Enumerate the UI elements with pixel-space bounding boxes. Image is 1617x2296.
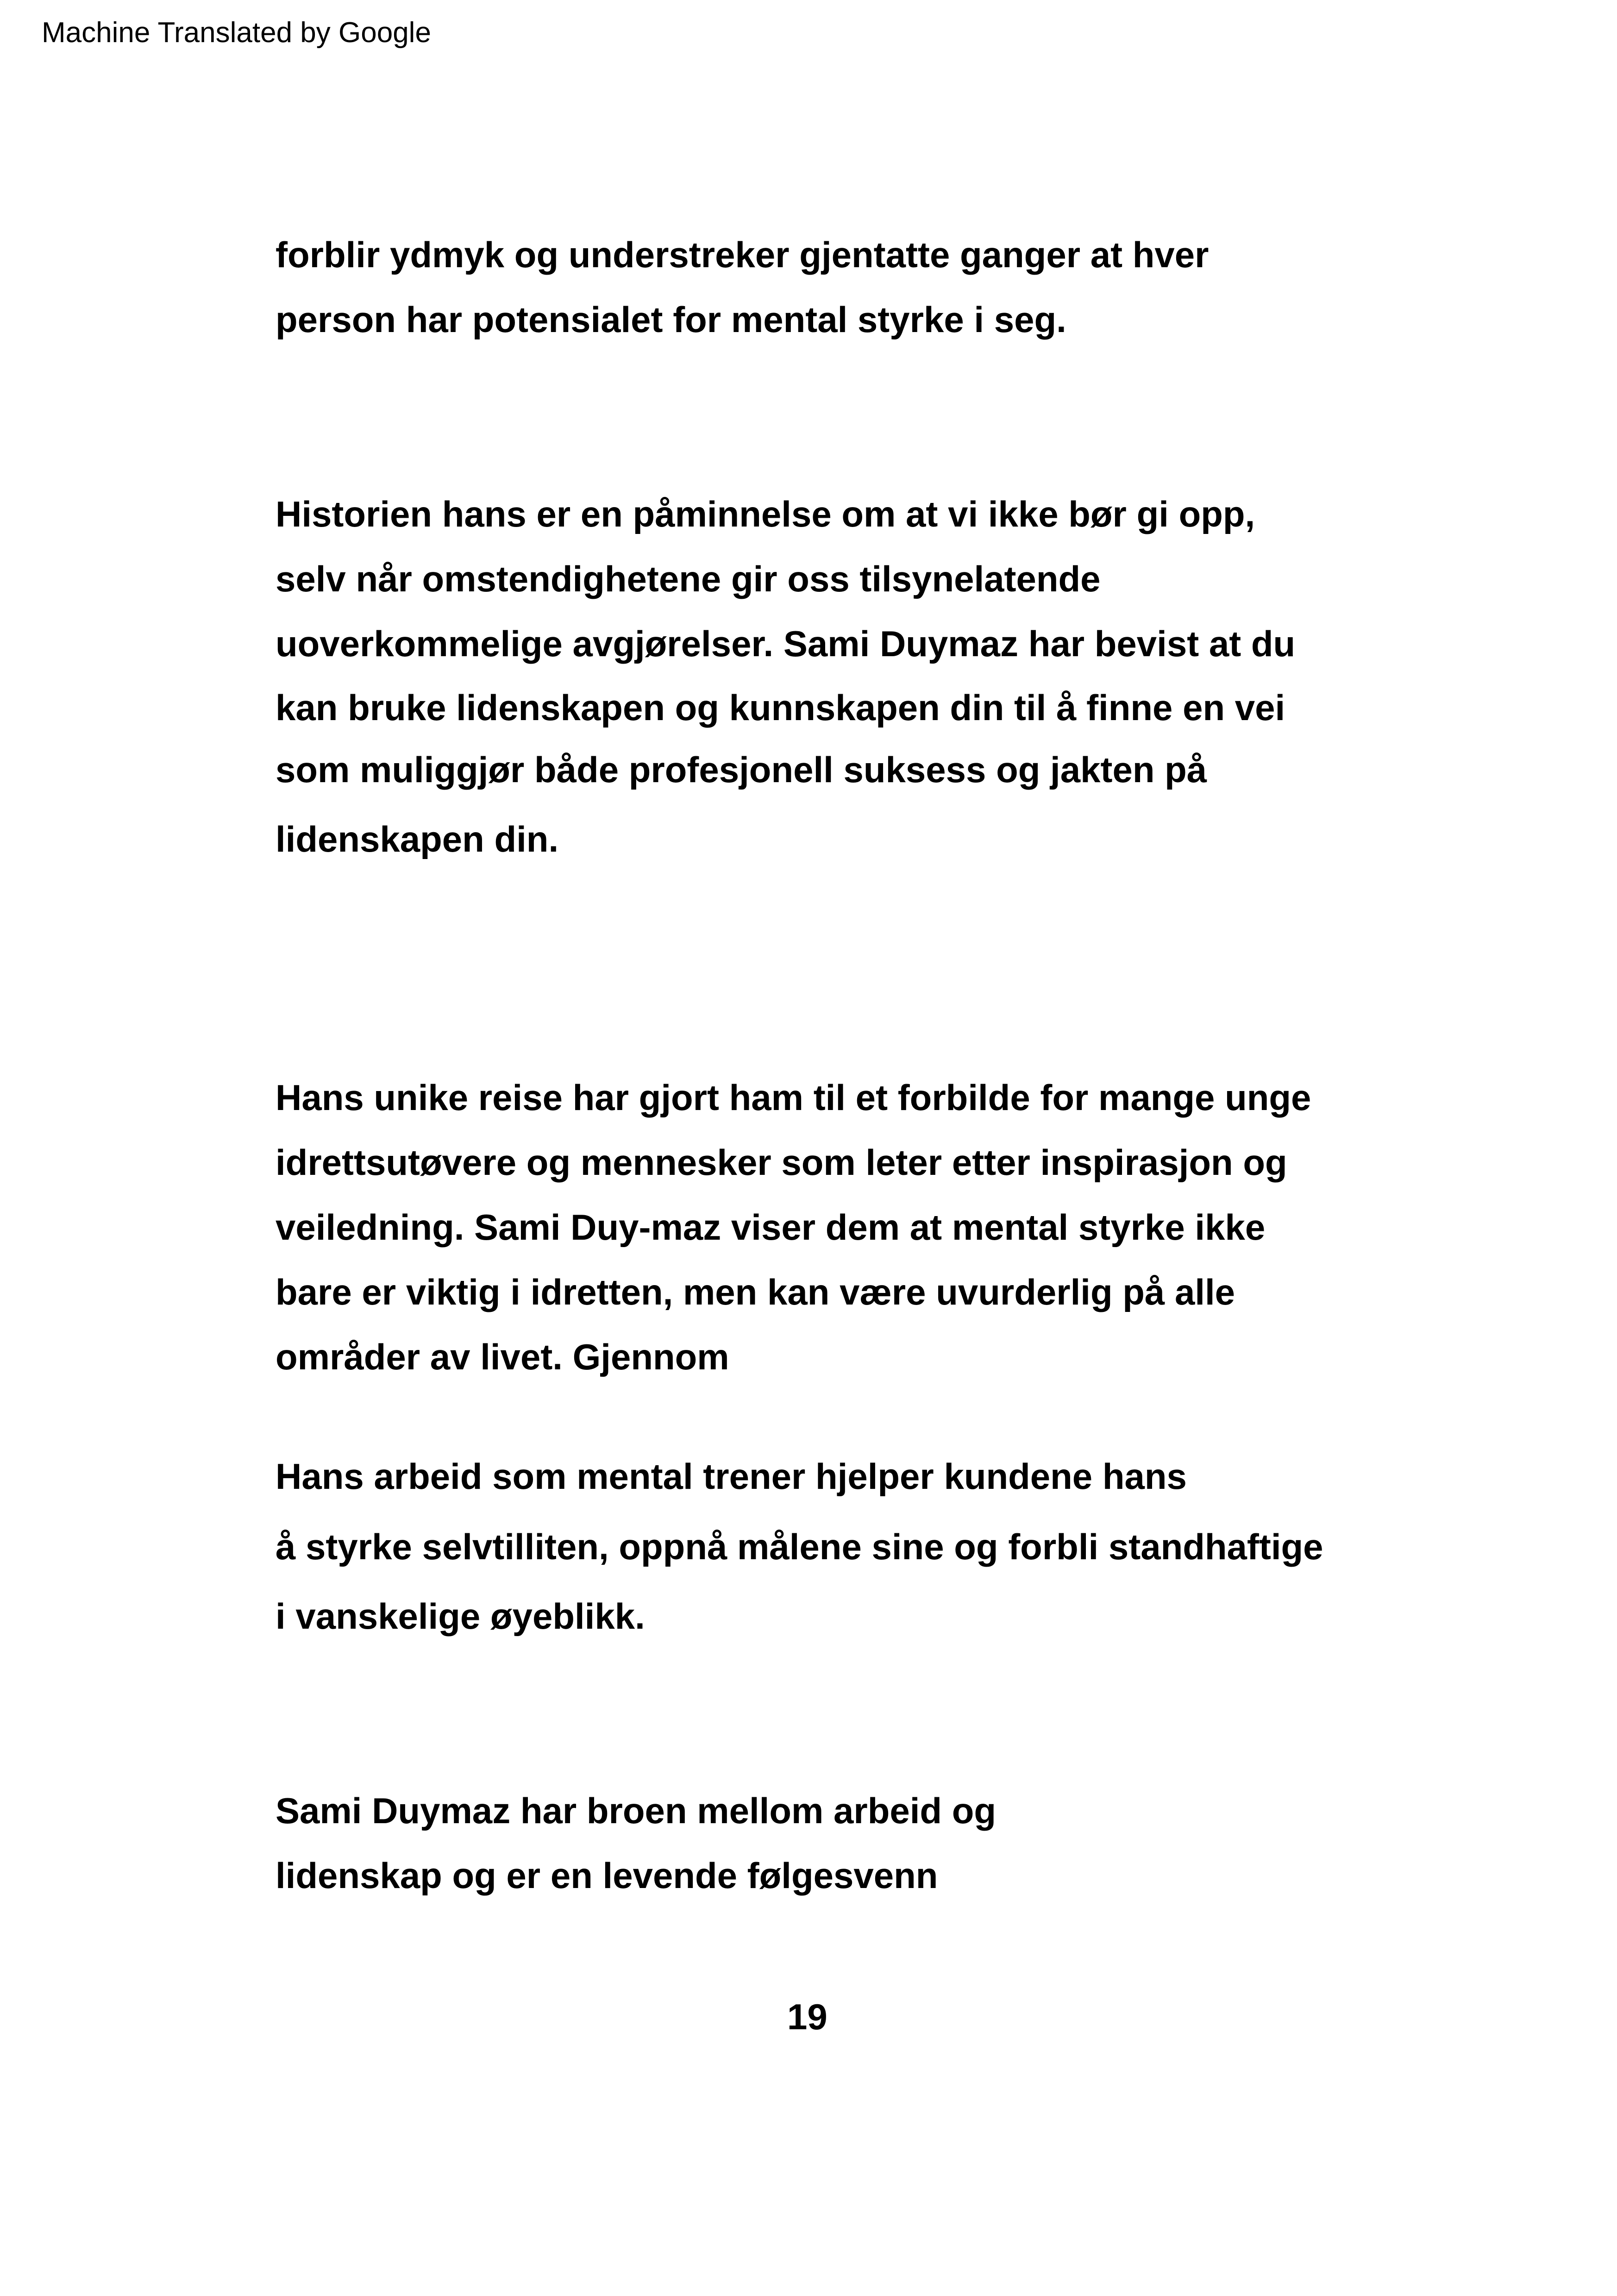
text-line: Historien hans er en påminnelse om at vi ikke bør gi opp,	[276, 494, 1255, 534]
text-line: bare er viktig i idretten, men kan være uvurderlig på alle	[276, 1272, 1235, 1312]
text-line: selv når omstendighetene gir oss tilsynelatende	[276, 558, 1101, 599]
text-line: lidenskapen din.	[276, 819, 559, 859]
text-line: som muliggjør både profesjonell suksess og jakten på	[276, 749, 1207, 790]
text-line: veiledning. Sami Duy-maz viser dem at mental styrke ikke	[276, 1207, 1266, 1248]
text-line: kan bruke lidenskapen og kunnskapen din til å finne en vei	[276, 687, 1285, 728]
text-line: Sami Duymaz har broen mellom arbeid og	[276, 1790, 997, 1831]
text-line: lidenskap og er en levende følgesvenn	[276, 1855, 938, 1896]
text-line: idrettsutøvere og mennesker som leter etter inspirasjon og	[276, 1142, 1287, 1183]
text-line: i vanskelige øyeblikk.	[276, 1596, 645, 1637]
text-line: å styrke selvtilliten, oppnå målene sine og forbli standhaftige	[276, 1526, 1323, 1567]
text-line: uoverkommelige avgjørelser. Sami Duymaz har bevist at du	[276, 623, 1296, 664]
text-line: person har potensialet for mental styrke i seg.	[276, 299, 1066, 340]
text-line: Hans arbeid som mental trener hjelper kundene hans	[276, 1456, 1187, 1497]
text-line: Hans unike reise har gjort ham til et forbilde for mange unge	[276, 1077, 1311, 1118]
text-line: områder av livet. Gjennom	[276, 1336, 729, 1377]
text-line: forblir ydmyk og understreker gjentatte ganger at hver	[276, 234, 1209, 275]
machine-translation-notice: Machine Translated by Google	[42, 17, 431, 49]
page-number: 19	[787, 1996, 827, 2037]
